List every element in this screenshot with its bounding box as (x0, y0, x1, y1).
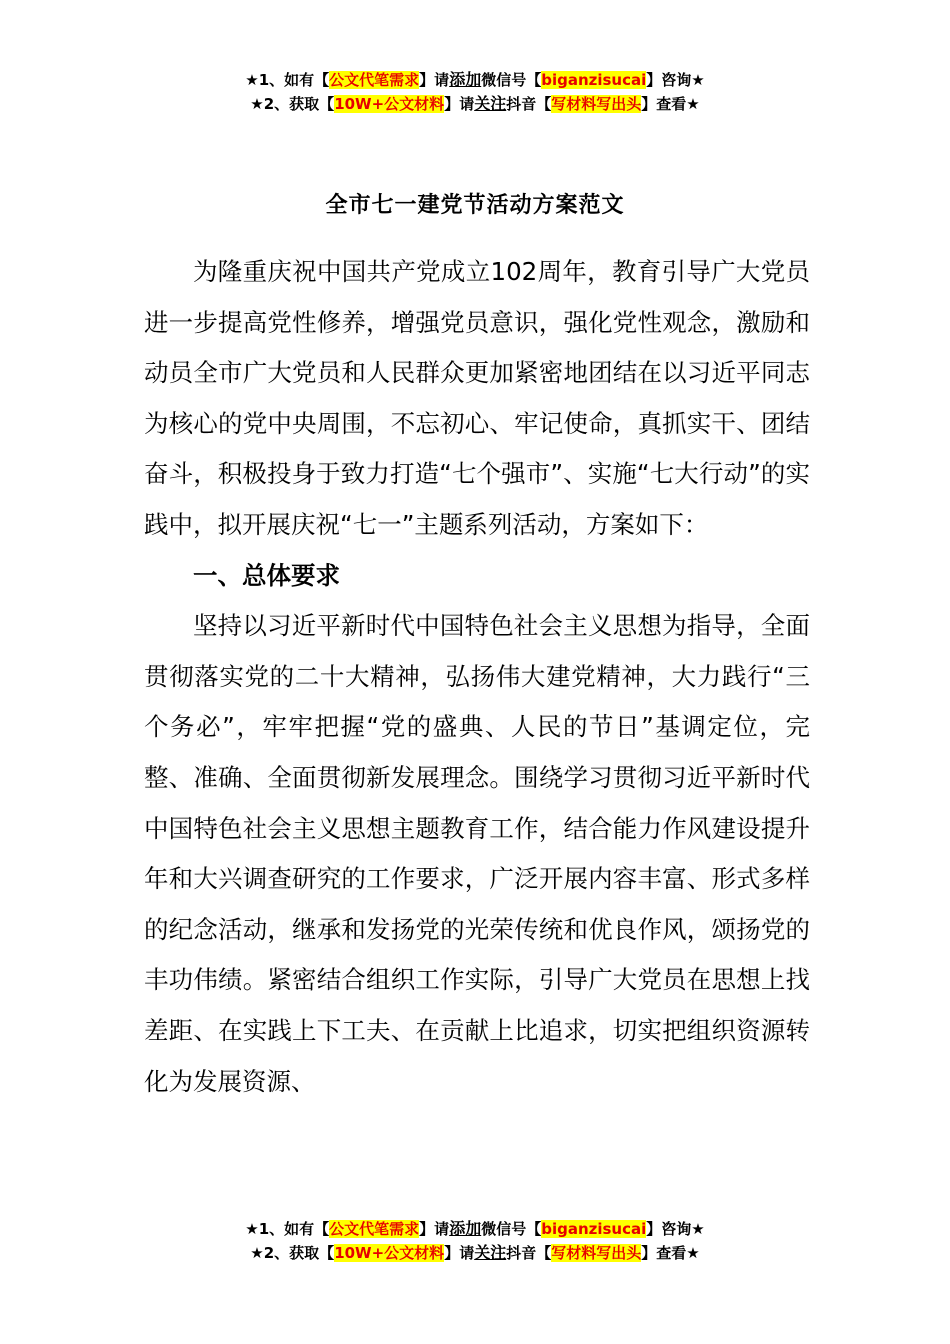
document-title: 全市七一建党节活动方案范文 (325, 193, 625, 218)
banner-line-1 (0, 1217, 950, 1241)
banner-underline: 关注 (474, 1243, 507, 1262)
banner-underline: 关注 (474, 94, 507, 113)
banner-text: 】咨询★ (646, 71, 705, 89)
banner-text: 】查看★ (641, 95, 700, 113)
banner-text: 】咨询★ (646, 1220, 705, 1238)
intro-paragraph: 为隆重庆祝中国共产党成立102周年，教育引导广大党员进一步提高党性修养，增强党员意识，强化党性观念，激励和动员全市广大党员和人民群众更加紧密地团结在以习近平同志为核心的党中央周围，不忘初心、牢记使命，真抓实干、团结奋斗，积极投身于致力打造“七个强市”、实施“七大行动”的实践中，拟开展庆祝“七一”主题系列活动，方案如下： (144, 257, 810, 539)
banner-highlight: 公文代笔需求 (329, 71, 420, 89)
banner-highlight: 公文代笔需求 (329, 1220, 420, 1238)
document-body (144, 247, 810, 1107)
banner-text: ★1、如有【 (245, 1220, 330, 1238)
banner-text: 抖音【 (506, 1244, 552, 1262)
banner-text: 微信号【 (481, 71, 542, 89)
banner-text: ★1、如有【 (245, 71, 330, 89)
banner-highlight: 10W+公文材料 (334, 1244, 445, 1262)
banner-wechat-id: biganzisucai (541, 71, 647, 89)
banner-underline: 添加 (449, 70, 482, 89)
banner-text: ★2、获取【 (250, 1244, 335, 1262)
banner-line-1 (0, 68, 950, 92)
banner-text: 】请 (444, 1244, 475, 1262)
section-paragraph: 坚持以习近平新时代中国特色社会主义思想为指导，全面贯彻落实党的二十大精神，弘扬伟大建党精神，大力践行“三个务必”，牢牢把握“党的盛典、人民的节日”基调定位，完整、准确、全面贯彻新发展理念。围绕学习贯彻习近平新时代中国特色社会主义思想主题教育工作，结合能力作风建设提升年和大兴调查研究的工作要求，广泛开展内容丰富、形式多样的纪念活动，继承和发扬党的光荣传统和优良作风，颂扬党的丰功伟绩。紧密结合组织工作实际，引导广大党员在思想上找差距、在实践上下工夫、在贡献上比追求，切实把组织资源转化为发展资源、 (144, 611, 810, 1096)
banner-text: 】请 (419, 1220, 450, 1238)
header-banner (0, 68, 950, 116)
banner-text: 抖音【 (506, 95, 552, 113)
banner-underline: 添加 (449, 1219, 482, 1238)
banner-wechat-id: biganzisucai (541, 1220, 647, 1238)
banner-text: ★2、获取【 (250, 95, 335, 113)
banner-text: 微信号【 (481, 1220, 542, 1238)
banner-line-2 (0, 92, 950, 116)
banner-douyin-id: 写材料写出头 (551, 1244, 642, 1262)
section-heading: 一、总体要求 (193, 560, 340, 590)
banner-line-2 (0, 1241, 950, 1265)
footer-banner (0, 1217, 950, 1265)
banner-highlight: 10W+公文材料 (334, 95, 445, 113)
banner-text: 】请 (444, 95, 475, 113)
banner-text: 】查看★ (641, 1244, 700, 1262)
banner-douyin-id: 写材料写出头 (551, 95, 642, 113)
banner-text: 】请 (419, 71, 450, 89)
